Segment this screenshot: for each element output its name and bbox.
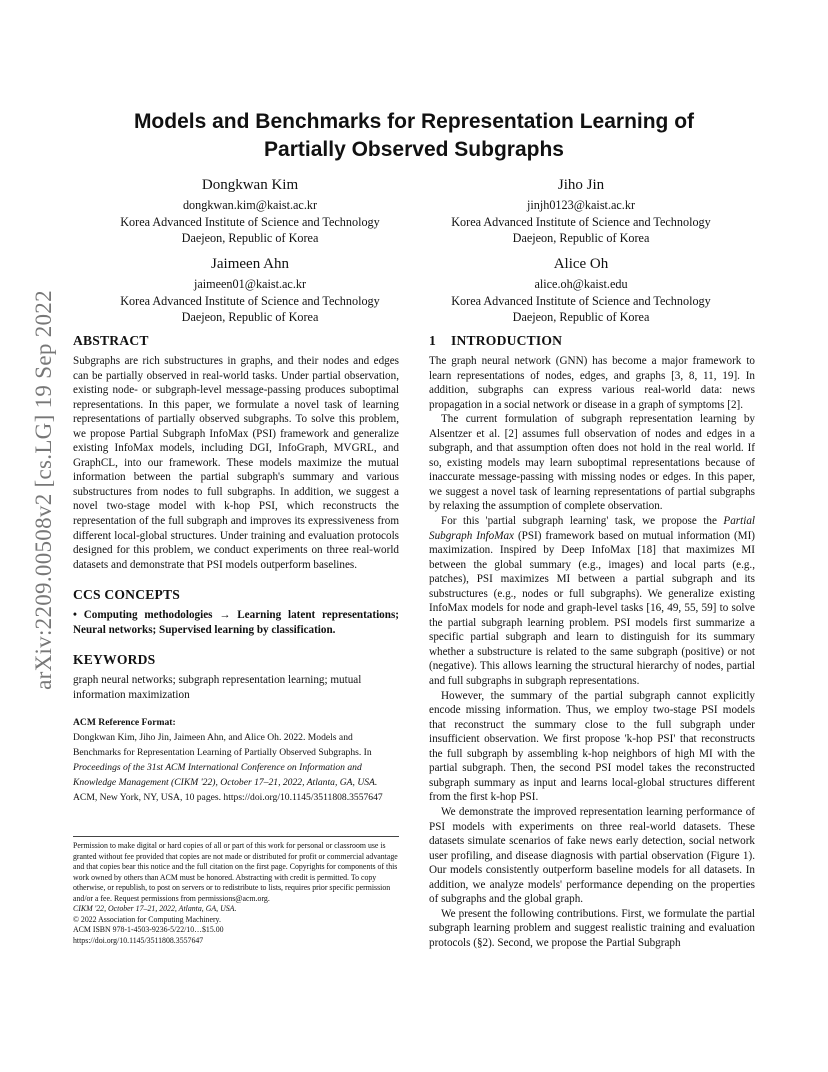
author-location: Daejeon, Republic of Korea <box>181 310 319 324</box>
intro-paragraph-5: We demonstrate the improved representation learning performance of PSI models with experiments on three real-world datasets. These datasets simulate scenarios of fake news early detection, social network user profiling, and disease diagnosis with partial observation (Figure 1). Our models consistently outperform baseline models for all datasets. In addition, we analyze models' performance depending on the properties of subgraphs and the global graph. <box>429 805 755 906</box>
intro-paragraph-1: The graph neural network (GNN) has become a major framework to learn representations of nodes, edges, and graphs [3, 8, 11, 19]. In addition, subgraphs can express various real-world data: news propagation in a social network or disease in a graph of symptoms [2]. <box>429 355 755 411</box>
intro-p3-rest: (PSI) framework based on mutual information (MI) maximization. Inspired by Deep InfoMax [18] that maximizes MI between the global summary (e.g., images) and local parts (e.g., patches), PSI maximizes MI between a partial subgraph and its substructures (e.g., nodes or full subgraphs). We generalize existing InfoMax models for node and graph-level tasks [16, 49, 55, 59] to solve the partial subgraph learning problem. PSI models first summarize a specific partial subgraph and learn to distinguish for its summary whether a substructure is related to the same subgraph (positive) or not (negative). This allows learning the structural hierarchy of nodes, partial and full subgraphs in subgraph representations. <box>429 529 756 688</box>
author-email: jaimeen01@kaist.ac.kr <box>193 277 307 291</box>
author-location: Daejeon, Republic of Korea <box>512 231 650 245</box>
arxiv-identifier-text: arXiv:2209.00508v2 [cs.LG] 19 Sep 2022 <box>31 290 57 690</box>
paper-title-line-2: Partially Observed Subgraphs <box>264 138 564 161</box>
author-affiliation: Korea Advanced Institute of Science and Technology <box>451 293 711 308</box>
reference-format-text <box>73 730 399 805</box>
doi-line: https://doi.org/10.1145/3511808.3557647 <box>73 935 204 945</box>
permission-notice: Permission to make digital or hard copies of all or part of this work for personal or classroom use is granted without fee provided that copies are not made or distributed for profit or commercial advantage and that copies bear this notice and the full citation on the first page. Copyrights for components of this work owned by others than ACM must be honored. Abstracting with credit is permitted. To copy otherwise, or republish, to post on servers or to redistribute to lists, requires prior specific permission and/or a fee. Request permissions from permissions@acm.org. <box>73 841 398 903</box>
reference-tail: ACM, New York, NY, USA, 10 pages. https://doi.org/10.1145/3511808.3557647 <box>73 792 383 804</box>
intro-p3-start: For this 'partial subgraph learning' task, we propose the <box>441 515 724 528</box>
author-affiliation: Korea Advanced Institute of Science and Technology <box>451 214 711 229</box>
author-email: dongkwan.kim@kaist.ac.kr <box>182 198 318 212</box>
reference-authors: Dongkwan Kim, Jiho Jin, Jaimeen Ahn, and Alice Oh. 2022. Models and Benchmarks for Representation Learning of Partially Observed Subgraphs. In <box>73 732 372 759</box>
paper-title-line-1: Models and Benchmarks for Representation Learning of <box>133 110 695 133</box>
author-name: Alice Oh <box>553 256 609 272</box>
intro-paragraph-6: We present the following contributions. First, we formulate the partial subgraph learning problem and suggest realistic training and evaluation protocols (§2). Second, we propose the Partial Subgraph <box>429 907 755 949</box>
intro-paragraph-3 <box>429 514 755 689</box>
author-block-1 <box>80 175 420 247</box>
author-name: Jaimeen Ahn <box>211 256 289 272</box>
reference-venue: Proceedings of the 31st ACM International Conference on Information and Knowledge Management (CIKM '22), October 17–21, 2022, Atlanta, GA, USA. <box>73 762 378 789</box>
section-title: INTRODUCTION <box>451 333 563 348</box>
author-affiliation: Korea Advanced Institute of Science and Technology <box>120 293 380 308</box>
ccs-heading: CCS CONCEPTS <box>73 587 181 603</box>
author-affiliation: Korea Advanced Institute of Science and Technology <box>120 214 380 229</box>
conference-line: CIKM '22, October 17–21, 2022, Atlanta, GA, USA. <box>73 904 237 914</box>
author-email: alice.oh@kaist.edu <box>534 277 628 291</box>
isbn-line: ACM ISBN 978-1-4503-9236-5/22/10…$15.00 <box>73 925 224 935</box>
section-number: 1 <box>429 333 436 348</box>
right-column <box>429 332 755 950</box>
author-block-3 <box>80 254 420 326</box>
intro-paragraph-2: The current formulation of subgraph representation learning by Alsentzer et al. [2] assumes full observation of nodes and edges in a subgraph, and that assumption often does not hold in the real world. If so, existing models may learn suboptimal representations because of inaccurate message-passing with missing nodes or edges. In this paper, we suggest a novel task of learning representations of partial subgraphs by relaxing the assumption of complete observation. <box>429 413 755 513</box>
intro-paragraph-4: However, the summary of the partial subgraph cannot explicitly encode missing information. Thus, we employ two-stage PSI models that reconstruct the summary close to the full subgraph under insufficient observation. We first propose 'k-hop PSI' that reconstructs the full subgraph by assembling k-hop neighbors of high MI with the partial subgraph. Then, the second PSI model takes the reconstructed subgraph summary as input and learns local-global structures different from the first k-hop PSI. <box>429 689 755 804</box>
copyright-line: © 2022 Association for Computing Machinery. <box>73 914 221 924</box>
author-block-2 <box>411 175 751 247</box>
copyright-footnote <box>73 836 399 946</box>
author-name: Jiho Jin <box>557 177 605 193</box>
author-email: jinjh0123@kaist.ac.kr <box>526 198 636 212</box>
reference-format-heading: ACM Reference Format: <box>73 717 176 729</box>
author-block-4 <box>411 254 751 326</box>
ccs-concepts-text: • Computing methodologies → Learning latent representations; Neural networks; Supervised learning by classification. <box>73 609 399 636</box>
keywords-heading: KEYWORDS <box>73 652 156 668</box>
left-column <box>73 332 399 805</box>
paper-title <box>74 108 754 164</box>
intro-p3-emphasis: Partial Subgraph InfoMax <box>429 515 755 542</box>
author-location: Daejeon, Republic of Korea <box>512 310 650 324</box>
introduction-heading <box>429 332 755 349</box>
abstract-text: Subgraphs are rich substructures in graphs, and their nodes and edges can be partially observed in real-world tasks. Under partial observation, existing node- or subgraph-level message-passing produces suboptimal representations. In this paper, we formulate a novel task of learning representations of partially observed subgraphs. To solve this problem, we propose Partial Subgraph InfoMax (PSI) framework and generalize existing InfoMax models, including DGI, InfoGraph, MVGRL, and GraphCL, into our framework. These models maximize the mutual information between the partial subgraph's summary and various substructures from nodes to full subgraphs. In addition, we suggest a novel two-stage model with k-hop PSI, which reconstructs the representation of the full subgraph and improves its expressiveness from different local-global structures. Under training and evaluation protocols designed for this problem, we conduct experiments on three real-world datasets and demonstrate that PSI models outperform baselines. <box>73 355 399 571</box>
keywords-text: graph neural networks; subgraph representation learning; mutual information maximization <box>73 674 362 701</box>
author-name: Dongkwan Kim <box>201 177 299 193</box>
arxiv-identifier <box>20 290 68 690</box>
abstract-heading: ABSTRACT <box>73 333 149 348</box>
author-location: Daejeon, Republic of Korea <box>181 231 319 245</box>
